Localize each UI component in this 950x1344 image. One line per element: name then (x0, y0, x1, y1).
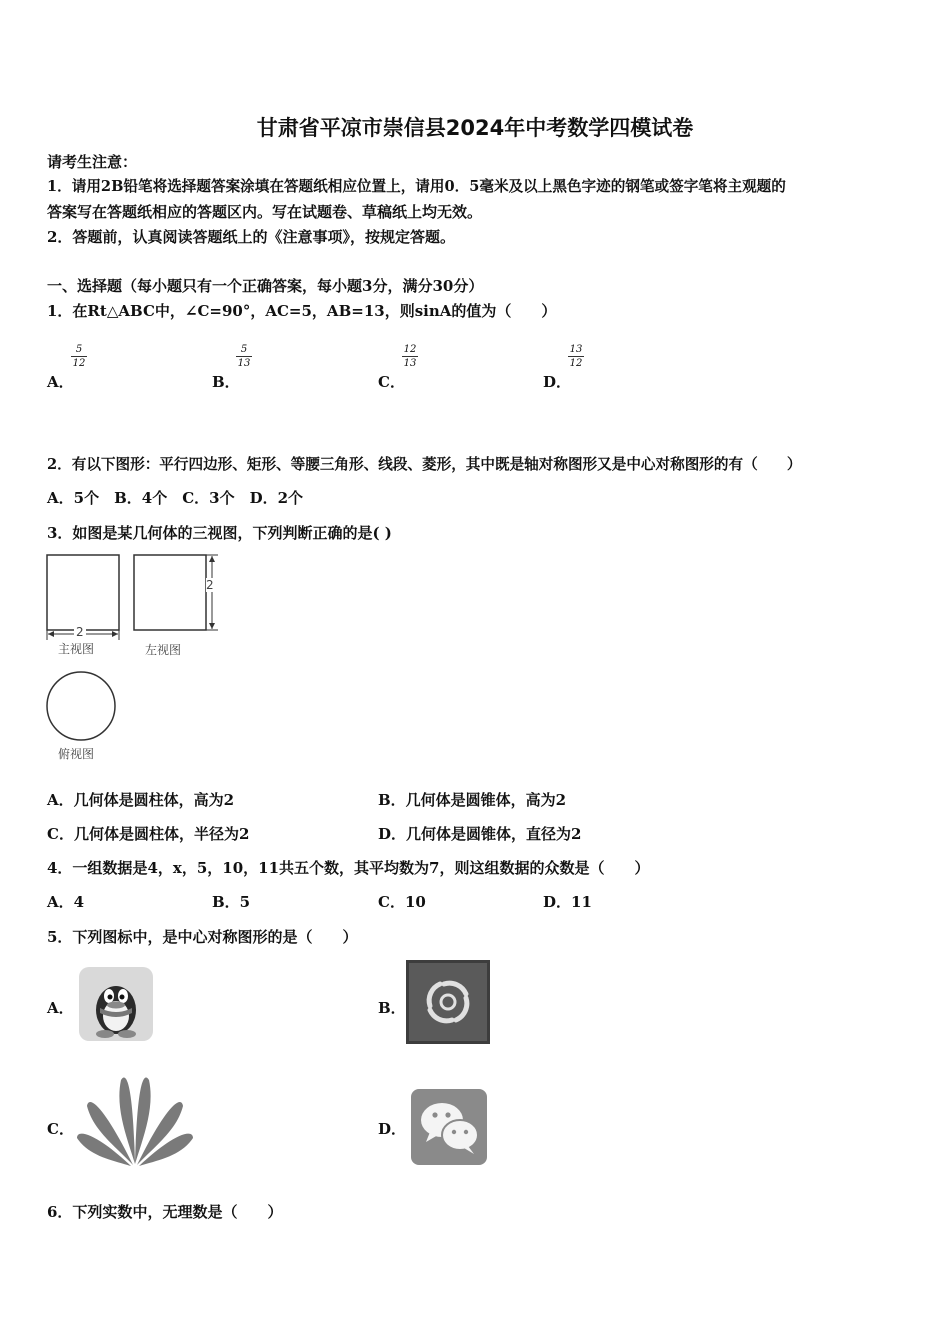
page-title: 甘肃省平凉市崇信县2024年中考数学四模试卷 (256, 116, 694, 140)
wechat-icon (410, 1088, 488, 1166)
left-view-square (134, 555, 206, 630)
q1-d-den: 12 (569, 358, 583, 369)
q2-options: A．5个 B．4个 C．3个 D．2个 (47, 489, 304, 507)
q1-fraction-b (236, 343, 252, 370)
q5-label-b: B． (378, 999, 406, 1017)
q1-label-b: B． (212, 373, 240, 391)
q3-dim-height: 2 (206, 578, 214, 592)
q3-front-caption: 主视图 (58, 642, 95, 656)
q1-a-num: 5 (71, 343, 87, 357)
q5-label-d: D． (378, 1120, 407, 1138)
notice-line2: 2．答题前，认真阅读答题纸上的《注意事项》，按规定答题。 (47, 228, 455, 246)
q2-stem: 2．有以下图形：平行四边形、矩形、等腰三角形、线段、菱形，其中既是轴对称图形又是中心对称图形的有（ ） (47, 456, 802, 473)
q1-d-num: 13 (569, 344, 583, 355)
q1-fraction-c (402, 343, 418, 370)
q1-a-den: 12 (72, 358, 86, 369)
q1-c-den: 13 (403, 358, 417, 369)
q1-fraction-a (71, 343, 87, 370)
section-heading: 一、选择题（每小题只有一个正确答案，每小题3分，满分30分） (47, 277, 484, 295)
q3-option-a: A．几何体是圆柱体，高为2 (47, 791, 235, 809)
q1-c-num: 12 (403, 344, 417, 355)
notice-line1b: 答案写在答题纸相应的答题区内。写在试题卷、草稿纸上均无效。 (47, 203, 483, 221)
q4-option-b: B．5 (212, 893, 251, 911)
left-dim-arrow-top (209, 556, 215, 562)
q1-fraction-d (568, 343, 584, 370)
huawei-logo-icon (75, 1068, 195, 1168)
q1-label-c: C． (378, 373, 405, 391)
front-dim-arrow-left (48, 631, 54, 637)
qq-penguin-icon (78, 966, 154, 1042)
swirl-logo-icon (406, 960, 490, 1044)
q3-option-c: C．几何体是圆柱体，半径为2 (47, 825, 250, 843)
q3-dim-width: 2 (76, 625, 84, 639)
q5-label-a: A． (47, 999, 74, 1017)
q1-b-den: 13 (237, 358, 251, 369)
front-view-square (47, 555, 119, 630)
q4-stem: 4．一组数据是4，x，5，10，11共五个数，其平均数为7，则这组数据的众数是（ ） (47, 859, 650, 877)
q4-option-c: C．10 (378, 893, 426, 911)
left-dim-arrow-bottom (209, 623, 215, 629)
q1-label-d: D． (543, 373, 572, 391)
q3-option-b: B．几何体是圆锥体，高为2 (378, 791, 567, 809)
q1-b-num: 5 (236, 343, 252, 357)
top-view-circle (44, 670, 118, 744)
q3-left-caption: 左视图 (145, 643, 182, 657)
q3-option-d: D．几何体是圆锥体，直径为2 (378, 825, 582, 843)
notice-line1a: 1．请用2B铅笔将选择题答案涂填在答题纸相应位置上，请用0．5毫米及以上黑色字迹的钢笔或签字笔将主观题的 (47, 178, 786, 195)
q5-label-c: C． (47, 1120, 74, 1138)
q4-option-d: D．11 (543, 893, 592, 911)
q3-stem: 3．如图是某几何体的三视图，下列判断正确的是( ) (47, 524, 392, 542)
q3-top-caption: 俯视图 (58, 747, 95, 761)
q1-label-a: A． (47, 373, 74, 391)
notice-heading: 请考生注意： (47, 153, 138, 171)
q4-option-a: A．4 (47, 893, 85, 911)
q6-stem: 6．下列实数中，无理数是（ ） (47, 1203, 283, 1221)
q5-stem: 5．下列图标中，是中心对称图形的是（ ） (47, 928, 358, 946)
front-dim-arrow-right (112, 631, 118, 637)
q1-stem: 1．在Rt△ABC中，∠C=90°，AC=5，AB=13，则sinA的值为（ ） (47, 302, 557, 320)
